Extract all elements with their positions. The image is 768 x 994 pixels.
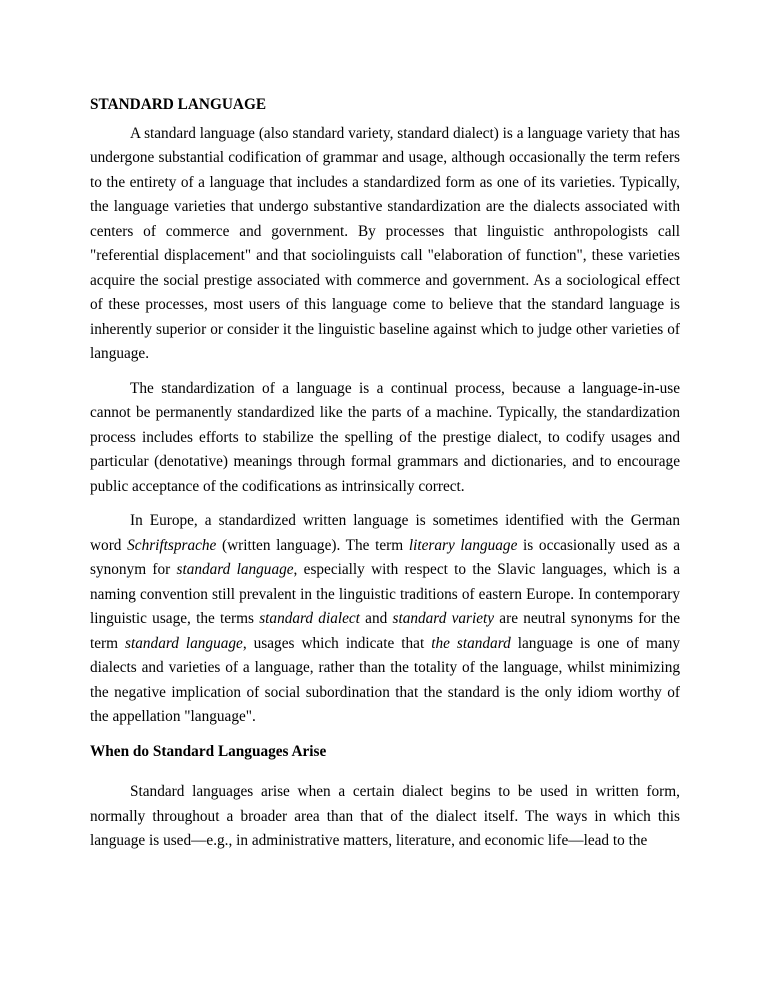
term-schriftsprache: Schriftsprache <box>127 536 217 554</box>
sub-heading: When do Standard Languages Arise <box>90 742 327 760</box>
paragraph-1: A standard language (also standard variety, standard dialect) is a language variety that has undergone substantial codification of grammar and usage, although occasionally the term refers to the entirety of a language that includes a standardized form as one of its varieties. Typically, the language varieties that undergo substantive standardization are the dialects associated with centers of commerce and government. By processes that linguistic anthropologists call "referential displacement" and that sociolinguists call "elaboration of function", these varieties acquire the social prestige associated with commerce and government. As a sociological effect of these processes, most users of this language come to believe that the standard language is inherently superior or consider it the linguistic baseline against which to judge other varieties of language. <box>90 124 680 362</box>
term-the-standard: the standard <box>431 634 511 652</box>
paragraph-3-text: is occasionally used as a synonym for <box>90 536 680 578</box>
paragraph-3-text: are neutral synonyms for the term <box>90 610 680 652</box>
paragraph-3-text: (written language). The term <box>216 536 409 554</box>
term-standard-language: standard language <box>176 561 294 578</box>
paragraph-3-text: In Europe, a standardized written language is sometimes identified with the German word <box>90 512 680 554</box>
document-page <box>90 93 680 864</box>
paragraph-3 <box>90 509 680 730</box>
main-heading: STANDARD LANGUAGE <box>90 96 267 113</box>
term-standard-dialect: standard dialect <box>259 610 360 627</box>
paragraph-2: The standardization of a language is a continual process, because a language-in-use cannot be permanently standardized like the parts of a machine. Typically, the standardization process includes efforts to stabilize the spelling of the prestige dialect, to codify usages and particular (denotative) meanings through formal grammars and dictionaries, and to encourage public acceptance of the codifications as intrinsically correct. <box>90 379 680 495</box>
term-literary-language: literary language <box>408 536 518 554</box>
paragraph-3-text: language is one of many dialects and varieties of a language, rather than the totality of the language, whilst minimizing the negative implication of social subordination that the standard is the only idiom worthy of the appellation "language". <box>90 634 681 725</box>
paragraph-3-text: , usages which indicate that <box>242 634 432 652</box>
paragraph-3-text: and <box>359 610 393 627</box>
paragraph-3-text: , especially with respect to the Slavic languages, which is a naming convention still prevalent in the linguistic traditions of eastern Europe. In contemporary linguistic usage, the terms <box>90 561 680 627</box>
term-standard-variety: standard variety <box>392 610 495 627</box>
paragraph-4: Standard languages arise when a certain dialect begins to be used in written form, normally throughout a broader area than that of the dialect itself. The ways in which this language is used—e.g., in administrative matters, literature, and economic life—lead to the <box>90 783 680 849</box>
term-standard-language: standard language <box>125 634 243 652</box>
